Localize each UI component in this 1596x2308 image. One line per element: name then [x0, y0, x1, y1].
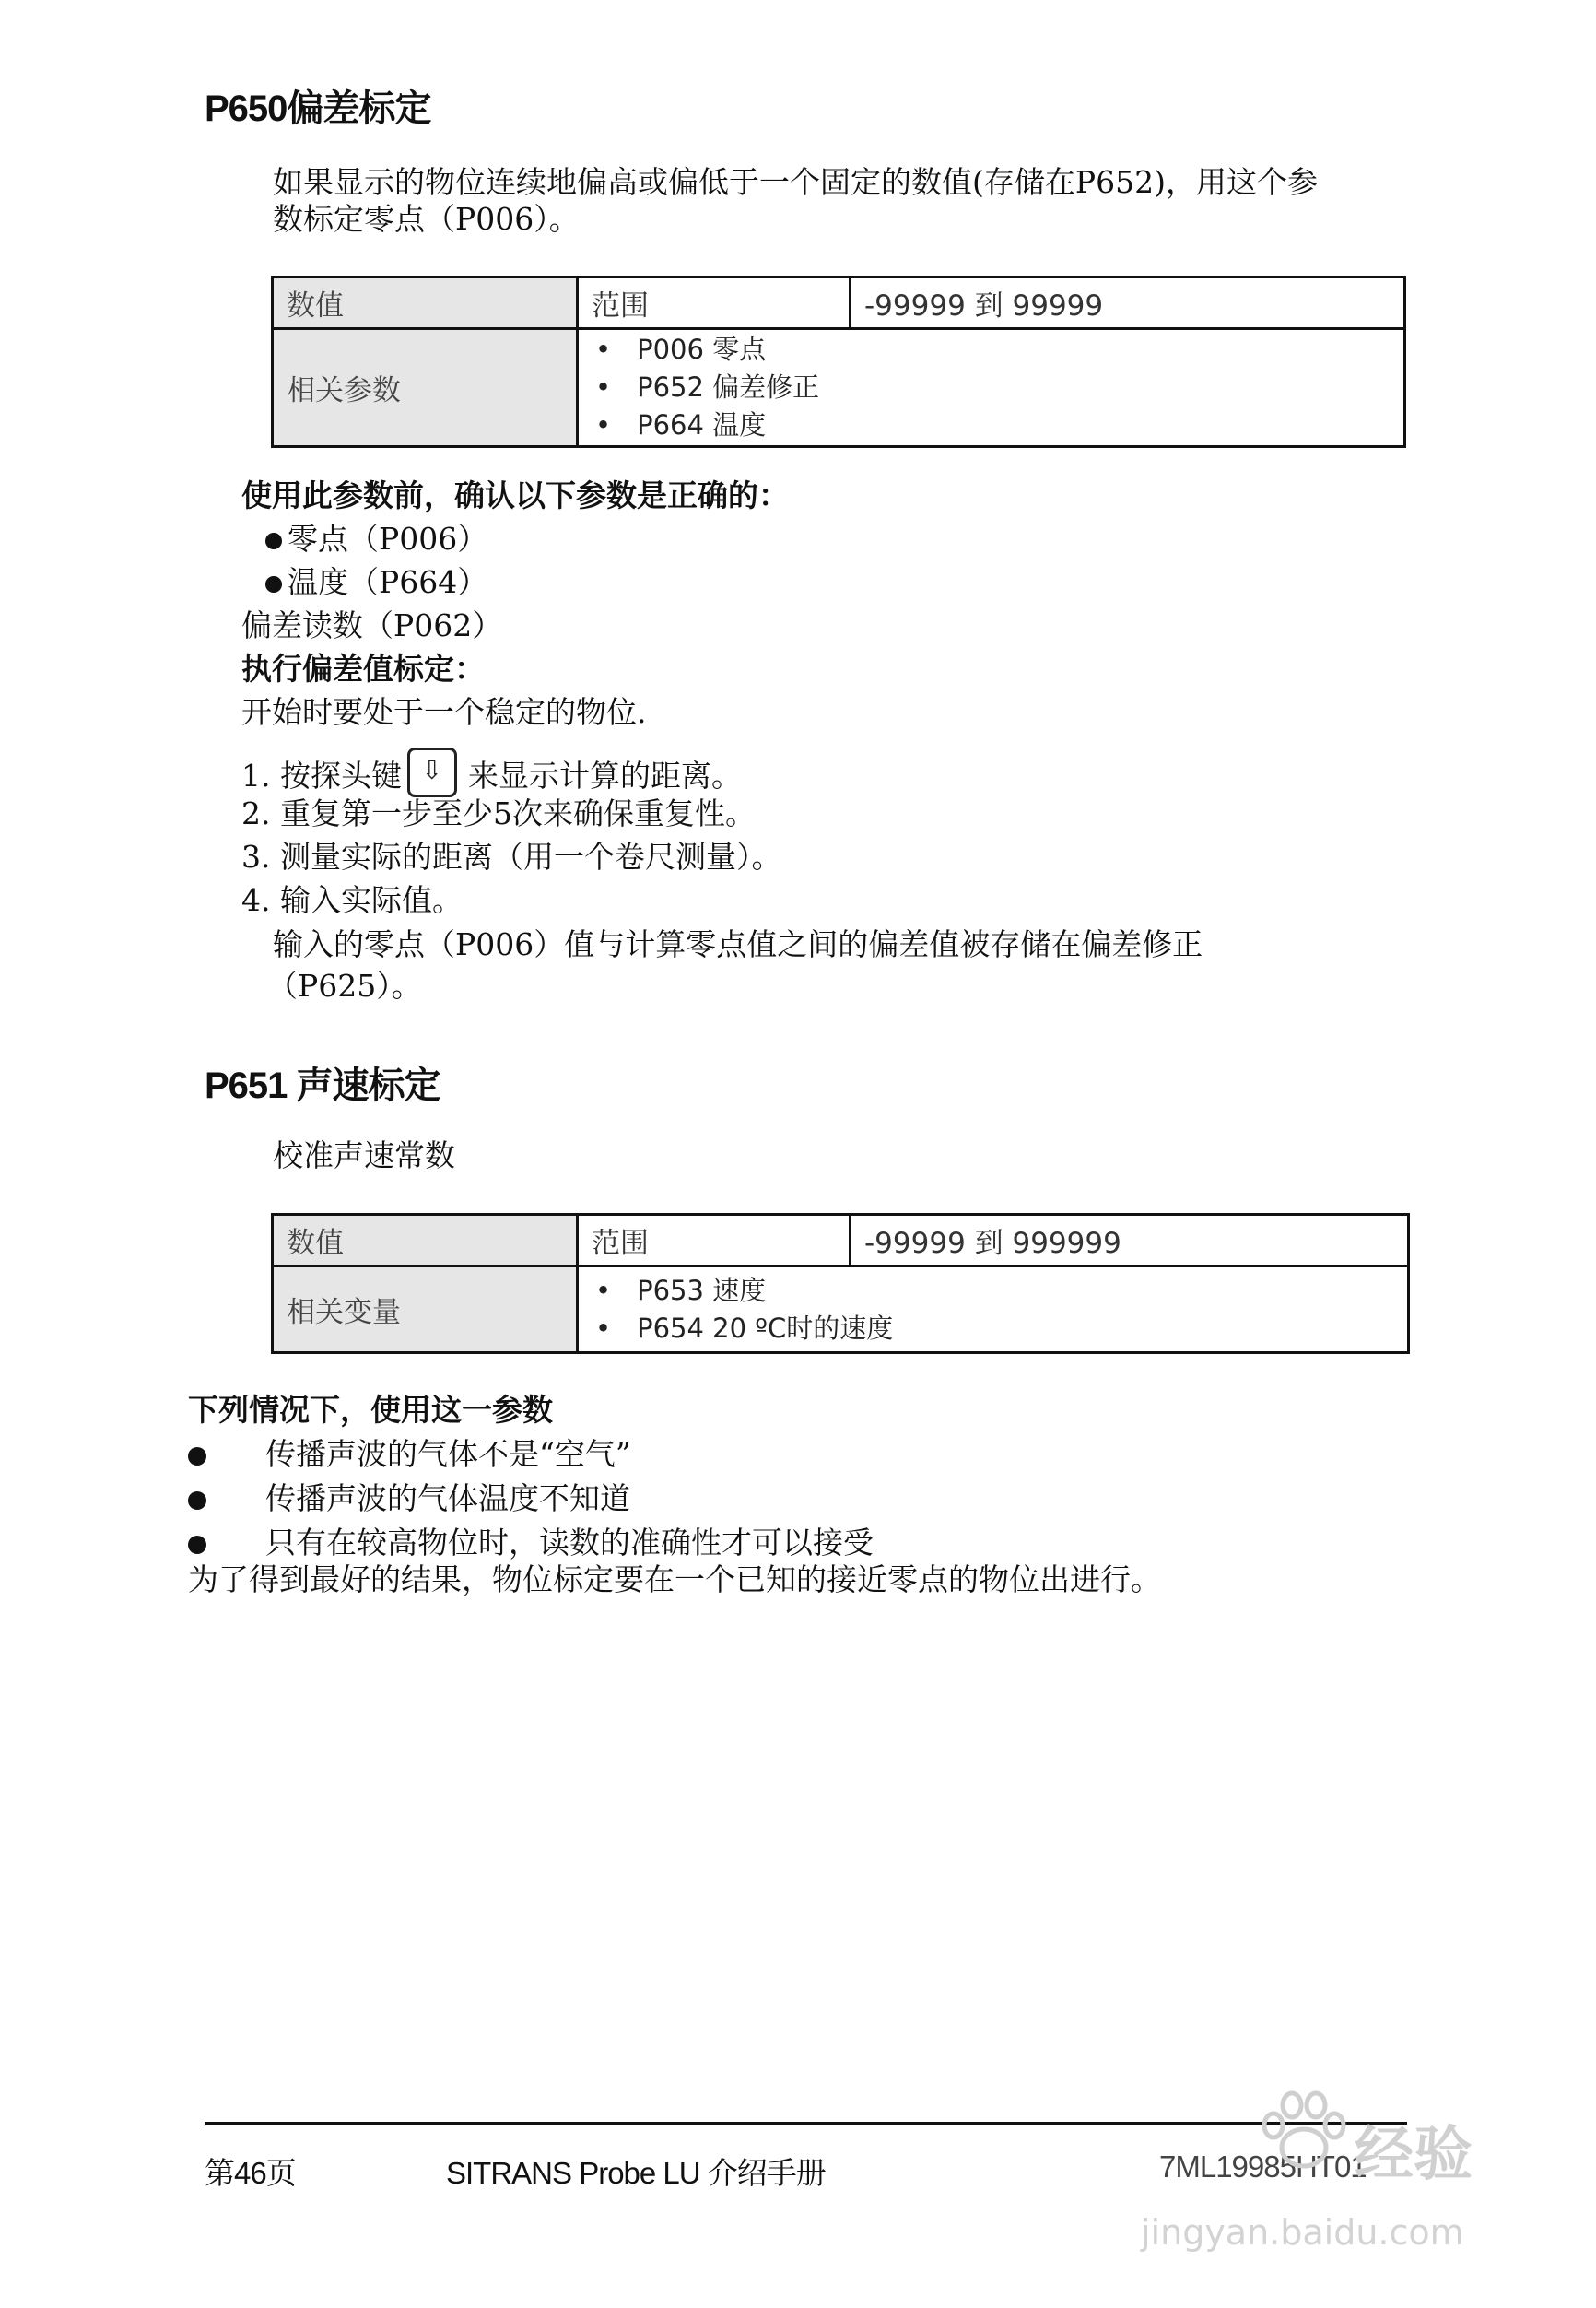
- bullet-dot: [188, 1491, 206, 1510]
- related-params-list: [579, 331, 1403, 444]
- pre-check-item: 零点（P006）: [265, 521, 487, 558]
- step-4: 4. 输入实际值。: [241, 882, 463, 918]
- footer-manual-title: SITRANS Probe LU 介绍手册: [446, 2156, 826, 2190]
- value-label: 数值: [273, 1215, 578, 1266]
- usage-item: 只有在较高物位时，读数的准确性才可以接受: [188, 1525, 874, 1561]
- step-2: 2. 重复第一步至少5次来确保重复性。: [241, 795, 756, 831]
- related-param-item: • P006 零点: [579, 331, 1403, 369]
- related-label: 相关参数: [273, 329, 578, 447]
- step-note-line1: 输入的零点（P006）值与计算零点值之间的偏差值被存储在偏差修正: [273, 926, 1203, 962]
- probe-key-icon: [407, 748, 457, 797]
- exec-heading: 执行偏差值标定：: [241, 651, 485, 687]
- conclusion: 为了得到最好的结果，物位标定要在一个已知的接近零点的物位出进行。: [188, 1561, 1161, 1597]
- related-label: 相关变量: [273, 1266, 578, 1353]
- range-value: -99999 到 99999: [851, 277, 1405, 329]
- range-label: 范围: [578, 1215, 851, 1266]
- section-title-p650: P650偏差标定: [205, 88, 431, 129]
- usage-item: 传播声波的气体不是“空气”: [188, 1436, 631, 1473]
- related-param-item: • P664 温度: [579, 406, 1403, 444]
- range-value: -99999 到 999999: [851, 1215, 1409, 1266]
- pre-check-heading: 使用此参数前，确认以下参数是正确的：: [241, 477, 789, 513]
- usage-item: 传播声波的气体温度不知道: [188, 1480, 630, 1517]
- paw-watermark-icon: [1253, 2085, 1355, 2177]
- watermark-text: 经验: [1355, 2121, 1473, 2189]
- bullet-dot: [188, 1447, 206, 1466]
- pre-check-item: 温度（P664）: [265, 564, 487, 601]
- bullet-dot: [188, 1536, 206, 1554]
- step-note-line2: （P625）。: [267, 968, 422, 1004]
- p650-param-table: [271, 276, 1406, 448]
- usage-heading: 下列情况下，使用这一参数: [188, 1392, 553, 1428]
- bullet-dot: [265, 576, 282, 593]
- footer-page-number: 第46页: [205, 2156, 296, 2190]
- related-param-item: • P652 偏差修正: [579, 369, 1403, 406]
- related-var-item: • P653 速度: [579, 1272, 1407, 1310]
- related-var-item: • P654 20 ºC时的速度: [579, 1310, 1407, 1348]
- section-title-p651: P651 声速标定: [205, 1066, 440, 1106]
- related-vars-list: [579, 1272, 1407, 1348]
- p650-intro-line1: 如果显示的物位连续地偏高或偏低于一个固定的数值(存储在P652)，用这个参: [273, 164, 1318, 200]
- p650-intro-line2: 数标定零点（P006）。: [273, 201, 580, 237]
- offset-reading: 偏差读数（P062）: [241, 607, 503, 643]
- p651-intro: 校准声速常数: [273, 1137, 455, 1173]
- exec-intro: 开始时要处于一个稳定的物位.: [241, 694, 647, 730]
- step-1: 1. 按探头键⇩ 来显示计算的距离。: [241, 753, 742, 803]
- footer-rule: [205, 2122, 1407, 2125]
- range-label: 范围: [578, 277, 851, 329]
- footer-doc-code: 7ML19985HT01: [1159, 2149, 1367, 2184]
- step-3: 3. 测量实际的距离（用一个卷尺测量）。: [241, 839, 782, 875]
- watermark-url: jingyan.baidu.com: [1141, 2212, 1464, 2253]
- bullet-dot: [265, 533, 282, 549]
- p651-param-table: [271, 1213, 1410, 1354]
- value-label: 数值: [273, 277, 578, 329]
